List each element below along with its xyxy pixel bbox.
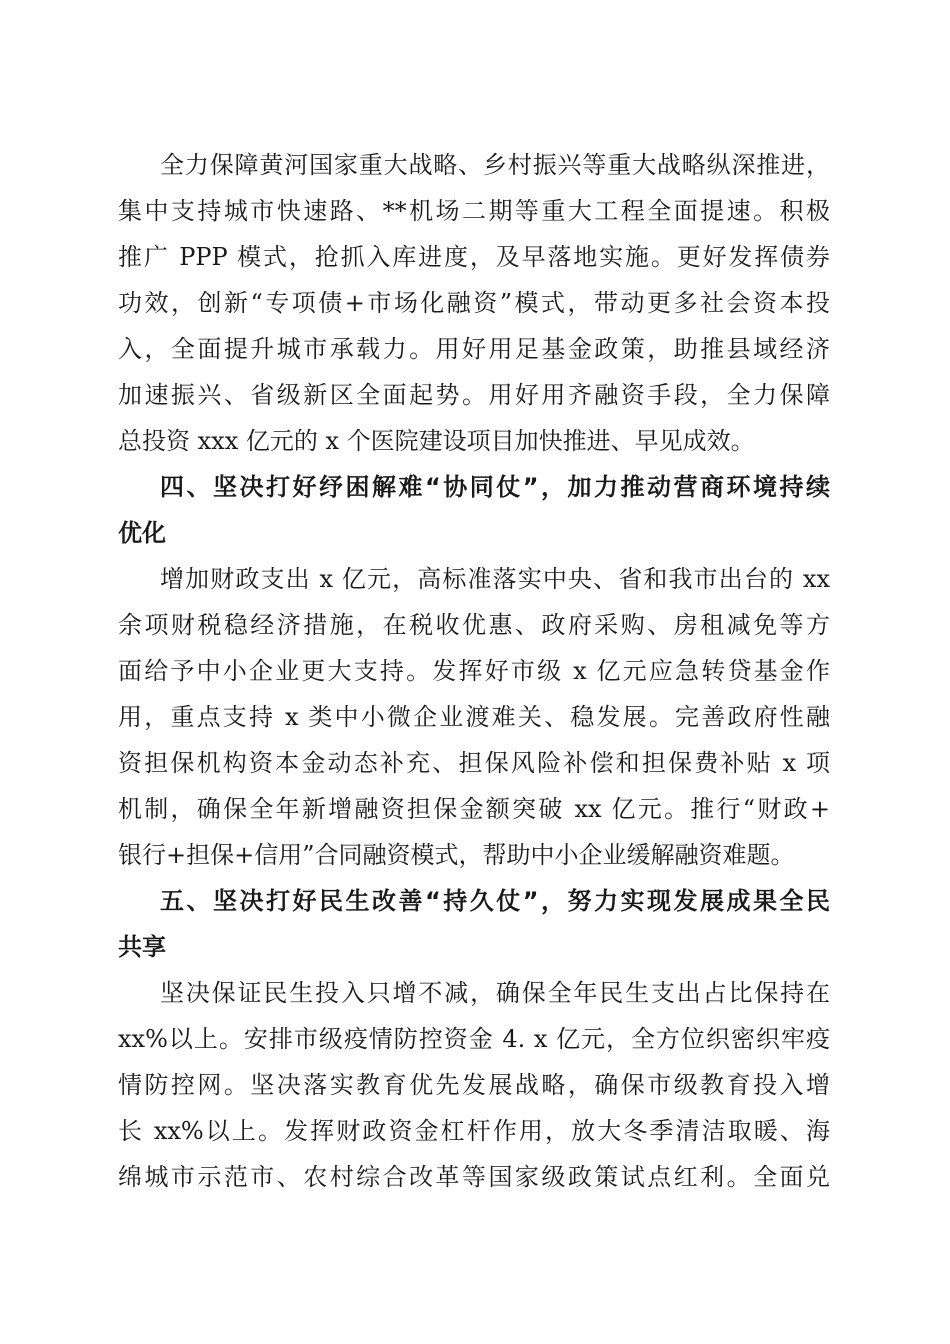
text-line: 总投资 xxx 亿元的 x 个医院建设项目加快推进、早见成效。 [118, 427, 755, 455]
paragraph-livelihood [118, 970, 830, 1200]
text-line: 功效，创新“专项债+市场化融资”模式，带动更多社会资本投 [118, 289, 830, 317]
text-line: 机制，确保全年新增融资担保金额突破 xx 亿元。推行“财政+ [118, 795, 830, 823]
text-line: 情防控网。坚决落实教育优先发展战略，确保市级教育投入增 [118, 1071, 830, 1099]
text-line: 面给予中小企业更大支持。发挥好市级 x 亿元应急转贷基金作 [118, 657, 830, 685]
text-line: xx%以上。安排市级疫情防控资金 4. x 亿元，全方位织密织牢疫 [118, 1025, 830, 1053]
text-line: 长 xx%以上。发挥财政资金杠杆作用，放大冬季清洁取暖、海 [118, 1117, 830, 1145]
text-line: 余项财税稳经济措施，在税收优惠、政府采购、房租减免等方 [118, 611, 830, 639]
paragraph-major-strategies [118, 142, 830, 464]
text-line: 资担保机构资本金动态补充、担保风险补偿和担保费补贴 x 项 [118, 749, 830, 777]
text-line: 加速振兴、省级新区全面起势。用好用齐融资手段，全力保障 [118, 381, 830, 409]
section-heading-5 [118, 878, 830, 970]
text-line: 绵城市示范市、农村综合改革等国家级政策试点红利。全面兑 [118, 1163, 830, 1191]
section-heading-4 [118, 464, 830, 556]
heading-line: 四、坚决打好纾困解难“协同仗”，加力推动营商环境持续 [160, 473, 830, 501]
heading-line: 五、坚决打好民生改善“持久仗”，努力实现发展成果全民 [160, 887, 830, 915]
text-line: 银行+担保+信用”合同融资模式，帮助中小企业缓解融资难题。 [118, 841, 795, 869]
heading-line: 共享 [118, 933, 166, 961]
text-line: 用，重点支持 x 类中小微企业渡难关、稳发展。完善政府性融 [118, 703, 830, 731]
text-line: 入，全面提升城市承载力。用好用足基金政策，助推县域经济 [118, 335, 830, 363]
paragraph-business-support [118, 556, 830, 878]
text-line: 增加财政支出 x 亿元，高标准落实中央、省和我市出台的 xx [160, 565, 830, 593]
text-line: 集中支持城市快速路、**机场二期等重大工程全面提速。积极 [118, 197, 830, 225]
text-line: 推广 PPP 模式，抢抓入库进度，及早落地实施。更好发挥债券 [118, 243, 830, 271]
document-page [118, 142, 830, 1200]
text-line: 坚决保证民生投入只增不减，确保全年民生支出占比保持在 [160, 979, 830, 1007]
heading-line: 优化 [118, 519, 166, 547]
text-line: 全力保障黄河国家重大战略、乡村振兴等重大战略纵深推进， [160, 151, 830, 179]
